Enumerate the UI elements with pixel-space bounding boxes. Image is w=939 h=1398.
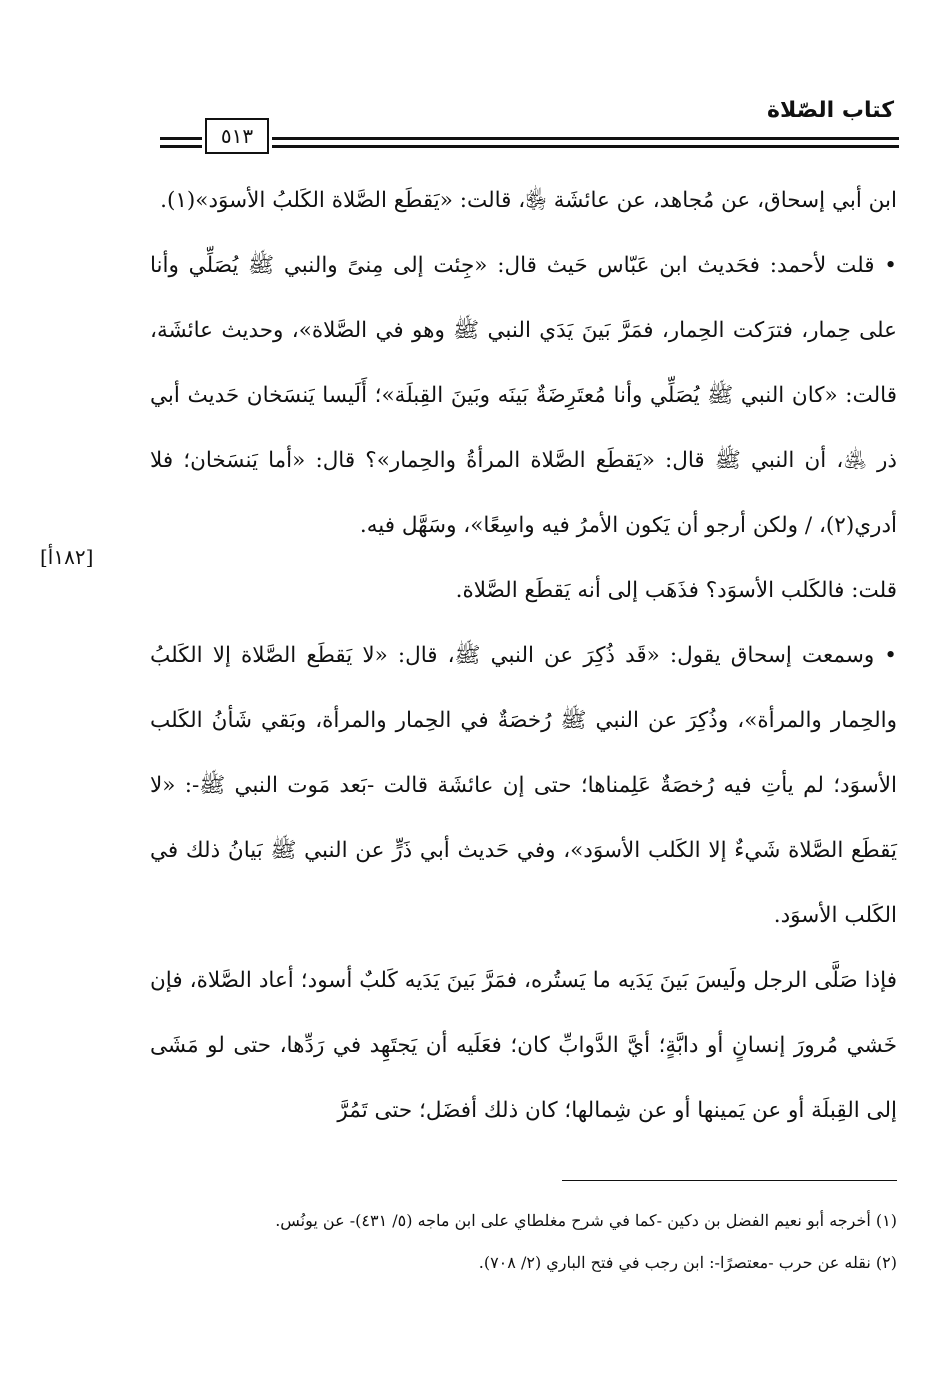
header-double-rule-short xyxy=(160,137,202,148)
page-number: ٥١٣ xyxy=(205,118,269,154)
paragraph-2: • قلت لأحمد: فحَديث ابن عَبّاس حَيث قال: «جِئت إلى مِنىً والنبي ﷺ يُصَلِّي وأنا على حِمار، فترَكت الحِمار، فمَرَّ بَينَ يَدَي النبي ﷺ وهو في الصَّلاة»، وحديث عائشَة، قالت: «كان النبي ﷺ يُصَلِّي وأنا مُعتَرِضَةٌ بَينَه وبَينَ القِبلَة»؛ أَلَيسا يَنسَخان حَديث أبي ذر ﵁، أن النبي ﷺ قال: «يَقطَع الصَّلاة المرأةُ والحِمار»؟ قال: «أما يَنسَخان؛ فلا أدري(٢)، / ولكن أرجو أن يَكون الأمرُ فيه واسِعًا»، وسَهَّل فيه. xyxy=(150,253,897,538)
manuscript-folio-marker: [١٨٢أ] xyxy=(40,545,94,569)
footnote-1: (١) أخرجه أبو نعيم الفضل بن دكين -كما في شرح مغلطاي على ابن ماجه (٥/ ٤٣١)- عن يونُس. xyxy=(275,1211,897,1230)
paragraph-3: قلت: فالكَلب الأسوَد؟ فذَهَب إلى أنه يَقطَع الصَّلاة. xyxy=(455,578,897,603)
footnote-separator xyxy=(562,1180,897,1181)
paragraph-5: فإذا صَلَّى الرجل ولَيسَ بَينَ يَدَيه ما يَستُره، فمَرَّ بَينَ يَدَيه كَلبٌ أسود؛ أعاد الصَّلاة، فإن خَشي مُرورَ إنسانٍ أو دابَّةٍ؛ أيَّ الدَّوابِّ كان؛ فعَلَيه أن يَجتَهِد في رَدِّها، حتى لو مَشَى إلى القِبلَة أو عن يَمينها أو عن شِمالها؛ كان ذلك أفضَل؛ حتى تَمُرَّ xyxy=(150,968,897,1123)
main-text xyxy=(150,168,897,1143)
running-header-title: كتاب الصّلاة xyxy=(767,98,894,123)
paragraph-4: • وسمعت إسحاق يقول: «قَد ذُكِرَ عن النبي ﷺ، قال: «لا يَقطَع الصَّلاة إلا الكَلبُ والحِمار والمرأة»، وذُكِرَ عن النبي ﷺ رُخصَةٌ في الحِمار والمرأة، وبَقي شَأنُ الكَلب الأسوَد؛ لم يأتِ فيه رُخصَةٌ عَلِمناها؛ حتى إن عائشَة قالت -بَعد مَوت النبي ﷺ-: «لا يَقطَع الصَّلاة شَيءٌ إلا الكَلب الأسوَد»، وفي حَديث أبي ذَرٍّ عن النبي ﷺ بَيانُ ذلك في الكَلب الأسوَد. xyxy=(150,643,897,928)
footnotes xyxy=(150,1200,897,1284)
footnote-2: (٢) نقله عن حرب -معتصرًا-: ابن رجب في فتح الباري (٢/ ٧٠٨). xyxy=(478,1253,897,1272)
paragraph-1: ابن أبي إسحاق، عن مُجاهد، عن عائشَة ﵂، قالت: «يَقطَع الصَّلاة الكَلبُ الأسوَد»(١). xyxy=(160,188,897,213)
header-double-rule xyxy=(272,137,899,148)
